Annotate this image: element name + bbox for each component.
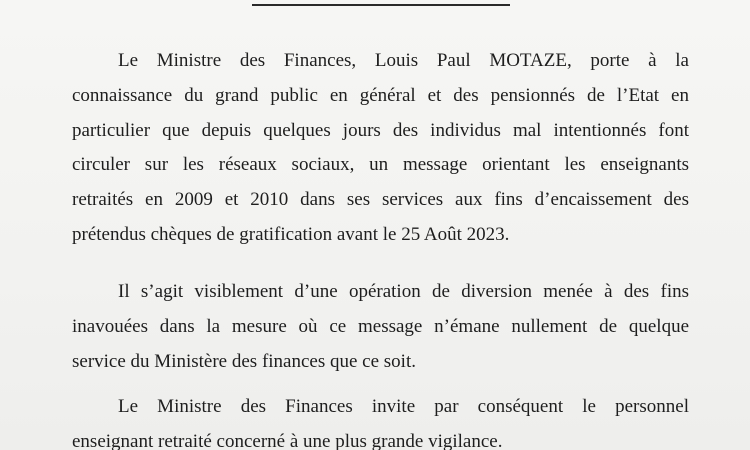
paragraph-line: Le Ministre des Finances, Louis Paul MOTAZE, porte à la <box>118 50 689 71</box>
paragraph-line: service du Ministère des finances que ce soit. <box>72 350 416 372</box>
paragraph-line: inavouées dans la mesure où ce message n’émane nullement de quelque <box>72 315 689 337</box>
paragraph-line: enseignant retraité concerné à une plus grande vigilance. <box>72 430 503 450</box>
paragraph-line: Le Ministre des Finances invite par conséquent le personnel <box>118 396 689 417</box>
paragraph-line: circuler sur les réseaux sociaux, un message orientant les enseignants <box>72 154 689 176</box>
paragraph-1 <box>72 44 689 253</box>
title-underline <box>252 4 510 6</box>
paragraph-2 <box>72 275 689 379</box>
paragraph-line: retraités en 2009 et 2010 dans ses services aux fins d’encaissement des <box>72 189 689 211</box>
paragraph-line: prétendus chèques de gratification avant le 25 Août 2023. <box>72 223 510 245</box>
paragraph-line: connaissance du grand public en général et des pensionnés de l’Etat en <box>72 84 689 106</box>
paragraph-line: Il s’agit visiblement d’une opération de diversion menée à des fins <box>118 281 689 302</box>
paragraph-3 <box>72 390 689 450</box>
paragraph-line: particulier que depuis quelques jours des individus mal intentionnés font <box>72 119 689 141</box>
